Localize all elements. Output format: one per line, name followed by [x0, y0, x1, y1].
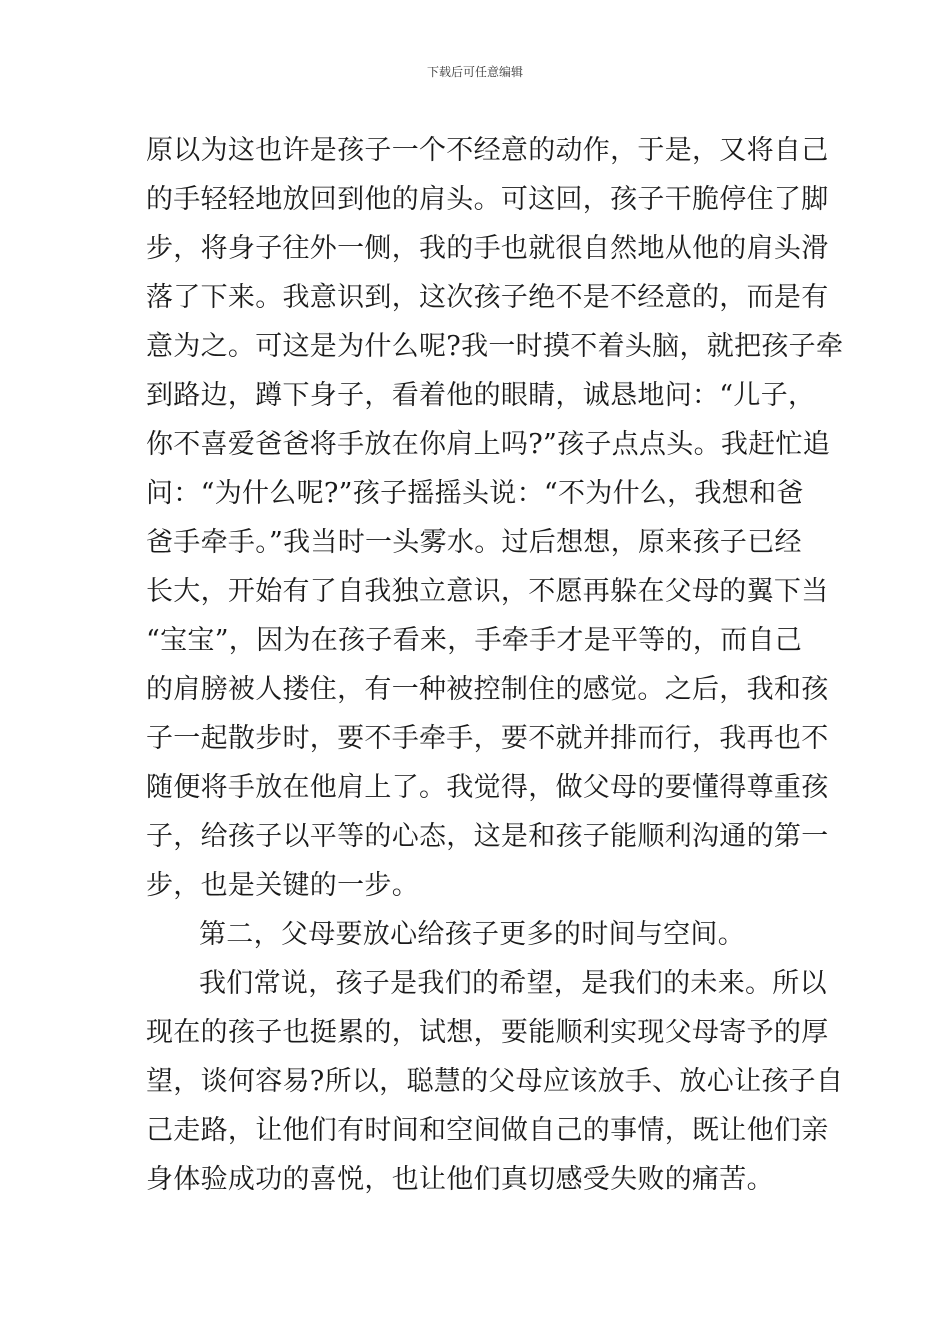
paragraph-3 [146, 959, 844, 1204]
text-line: 子一起散步时，要不手牵手，要不就并排而行，我再也不 [146, 723, 829, 754]
text-line: 爸手牵手。”我当时一头雾水。过后想想，原来孩子已经 [146, 527, 802, 558]
text-line: 身体验成功的喜悦，也让他们真切感受失败的痛苦。 [146, 1164, 774, 1195]
text-line: 己走路，让他们有时间和空间做自己的事情，既让他们亲 [146, 1115, 829, 1146]
document-body [146, 126, 844, 1204]
text-line: 原以为这也许是孩子一个不经意的动作，于是，又将自己 [146, 135, 829, 166]
text-line: 到路边，蹲下身子，看着他的眼睛，诚恳地问：“儿子， [146, 380, 816, 411]
text-line: 长大，开始有了自我独立意识，不愿再躲在父母的翼下当 [146, 576, 829, 607]
text-line: 随便将手放在他肩上了。我觉得，做父母的要懂得尊重孩 [146, 772, 829, 803]
text-line: 子，给孩子以平等的心态，这是和孩子能顺利沟通的第一 [146, 821, 829, 852]
paragraph-1 [146, 126, 844, 910]
text-line: 问：“为什么呢?”孩子摇摇头说：“不为什么，我想和爸 [146, 478, 804, 509]
text-line: 步，将身子往外一侧，我的手也就很自然地从他的肩头滑 [146, 233, 829, 264]
text-line: 你不喜爱爸爸将手放在你肩上吗?”孩子点点头。我赶忙追 [146, 429, 831, 460]
text-line: “宝宝”，因为在孩子看来，手牵手才是平等的，而自己 [146, 625, 803, 656]
text-line: 的手轻轻地放回到他的肩头。可这回，孩子干脆停住了脚 [146, 184, 829, 215]
text-line: 意为之。可这是为什么呢?我一时摸不着头脑，就把孩子牵 [146, 331, 844, 362]
paragraph-2 [146, 910, 808, 959]
text-line: 的肩膀被人搂住，有一种被控制住的感觉。之后，我和孩 [146, 674, 829, 705]
text-line: 现在的孩子也挺累的，试想，要能顺利实现父母寄予的厚 [146, 1017, 829, 1048]
text-line: 步，也是关键的一步。 [146, 870, 419, 901]
text-line: 我们常说，孩子是我们的希望，是我们的未来。所以 [199, 968, 827, 999]
text-line: 落了下来。我意识到，这次孩子绝不是不经意的，而是有 [146, 282, 829, 313]
text-line: 望，谈何容易?所以，聪慧的父母应该放手、放心让孩子自 [146, 1066, 844, 1097]
section-heading: 第二，父母要放心给孩子更多的时间与空间。 [199, 919, 745, 950]
page-header: 下载后可任意编辑 [426, 65, 523, 79]
